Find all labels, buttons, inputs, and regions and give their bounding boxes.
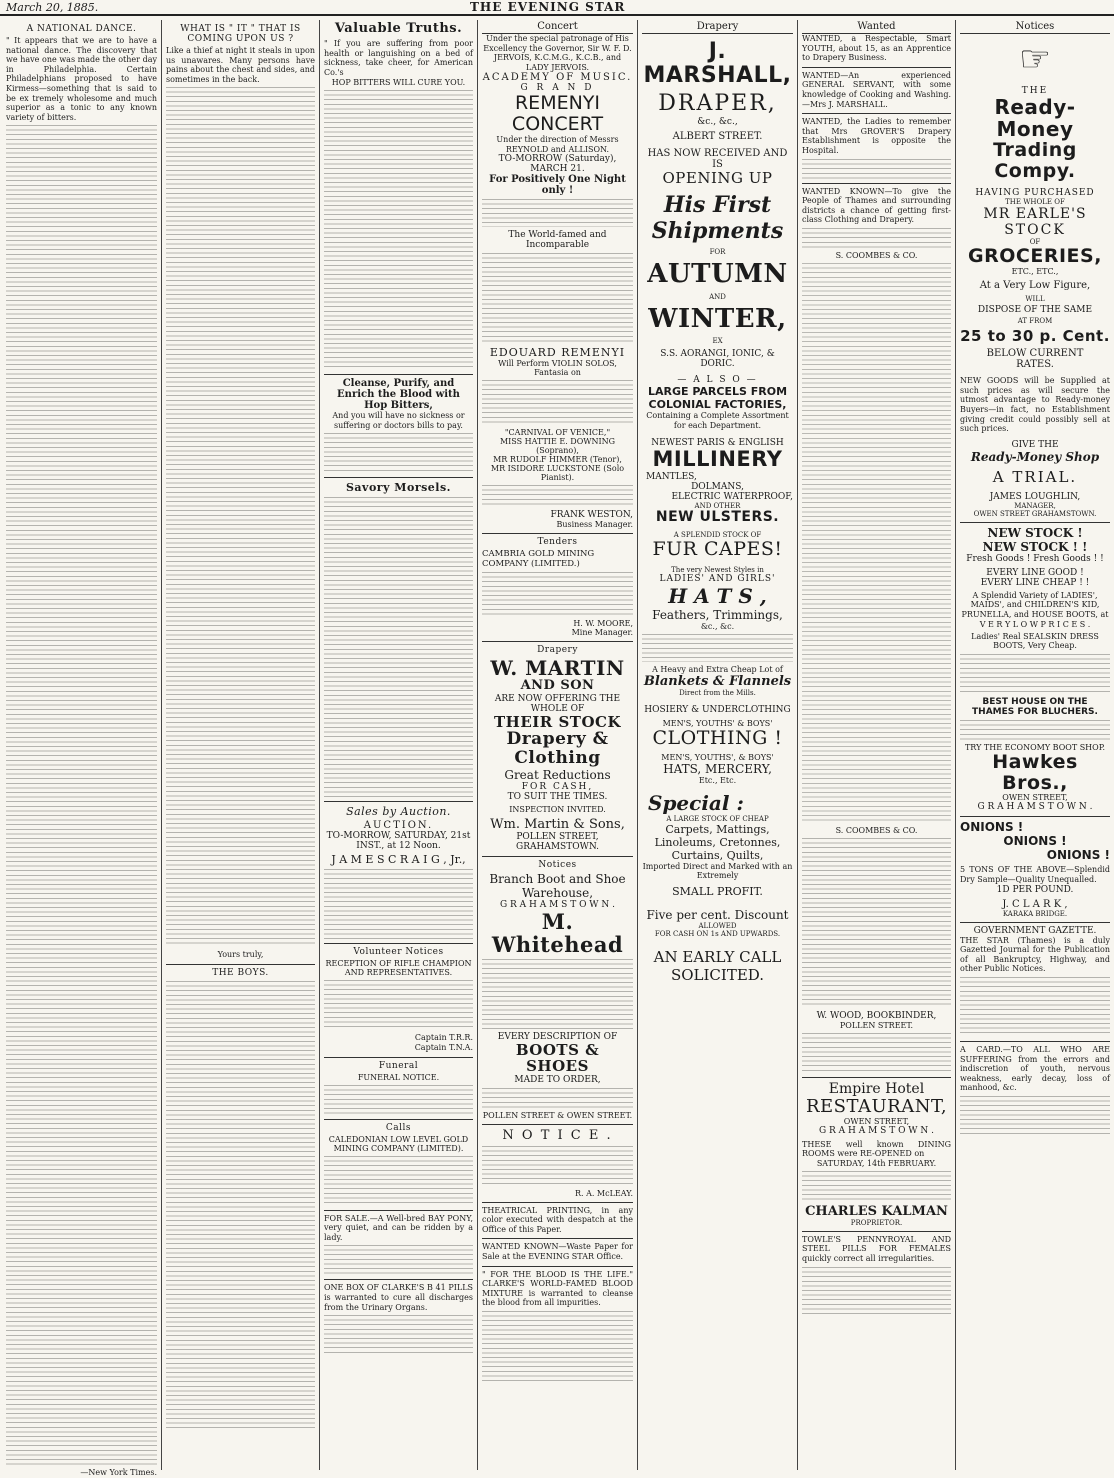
for-label: FOR bbox=[709, 248, 726, 257]
grahamstown-2: G R A H A M S T O W N . bbox=[499, 899, 616, 910]
article-lead: " It appears that we are to have a national dance. The discovery that we have one was made the other day in Philadelphia. Certain Philadelphians proposed to have Kirmess—something that is said to be ex tremely wholesome and much superior as a tonic to any known variety of bitters. bbox=[6, 36, 157, 122]
article-body-text bbox=[166, 87, 315, 947]
towle-pills: TOWLE'S PENNYROYAL AND STEEL PILLS FOR FEMALES quickly correct all irregularities. bbox=[802, 1231, 951, 1264]
article-body-text bbox=[6, 125, 157, 1465]
sealskin-boots: Ladies' Real SEALSKIN DRESS BOOTS, Very Cheap. bbox=[971, 631, 1099, 651]
allowed-label: ALLOWED bbox=[698, 921, 737, 930]
also-label: — A L S O — bbox=[677, 375, 758, 386]
heavy-lot: A Heavy and Extra Cheap Lot of bbox=[652, 664, 783, 674]
ladies-girls: LADIES' AND GIRLS' bbox=[659, 573, 776, 584]
auctioneer-name: J A M E S C R A I G , Jr., bbox=[331, 853, 466, 867]
patronage-text: Under the special patronage of His Excellency the Governor, Sir W. F. D. JERVOIS, K.C.M.G., K.C.B., and LADY JERVOIS. bbox=[483, 34, 632, 72]
article-heading: A NATIONAL DANCE. bbox=[26, 24, 137, 34]
rates-label: RATES. bbox=[1016, 359, 1054, 371]
having-purchased: HAVING PURCHASED bbox=[975, 187, 1095, 198]
funeral-body bbox=[324, 1085, 473, 1115]
below-current: BELOW CURRENT bbox=[986, 348, 1084, 360]
new-goods: NEW GOODS will be Supplied at such prices as will secure the utmost advantage to Ready-money Buyers—in fact, no Establishment giving credit could possibly sell at such prices. bbox=[960, 376, 1110, 434]
etc-label-3: Etc., Etc. bbox=[698, 775, 737, 785]
article-lead: Like a thief at night it steals in upon us unawares. Many persons have pains about the chest and sides, and sometimes in the back. bbox=[166, 46, 315, 84]
calls-heading: Calls bbox=[324, 1119, 473, 1133]
savory-body bbox=[324, 497, 473, 797]
try-economy: TRY THE ECONOMY BOOT SHOP. bbox=[964, 742, 1106, 752]
auction-section-heading: Sales by Auction. bbox=[324, 801, 473, 818]
kid-boots: A Splendid Variety of LADIES', MAIDS', and CHILDREN'S KID, PRUNELLA, and HOUSE BOOTS, at bbox=[961, 590, 1109, 619]
electric-label: ELECTRIC WATERPROOF, bbox=[671, 491, 793, 502]
an-early-call: AN EARLY CALL bbox=[653, 947, 782, 966]
dispose-same: DISPOSE OF THE SAME bbox=[977, 304, 1093, 315]
whitehead-body bbox=[482, 959, 633, 1029]
newest-styles: The very Newest Styles in bbox=[671, 565, 764, 574]
the-label: THE bbox=[1021, 86, 1049, 96]
his-first: His First bbox=[663, 192, 772, 219]
gazette-body bbox=[960, 977, 1110, 1037]
article-heading: WHAT IS " IT " THAT IS COMING UPON US ? bbox=[180, 24, 301, 44]
best-house: BEST HOUSE ON THE THAMES FOR BLUCHERS. bbox=[972, 696, 1098, 717]
small-profit: SMALL PROFIT. bbox=[672, 884, 763, 898]
restaurant-body bbox=[802, 1171, 951, 1201]
notice-body bbox=[482, 1146, 633, 1186]
and-label: AND bbox=[709, 292, 726, 301]
grahamstown: GRAHAMSTOWN. bbox=[516, 841, 599, 852]
five-percent-discount: Five per cent. Discount bbox=[646, 907, 789, 922]
great-reductions: Great Reductions bbox=[504, 767, 611, 782]
pollen-owen: POLLEN STREET & OWEN STREET. bbox=[482, 1110, 633, 1120]
clark-name: J. C L A R K , bbox=[1002, 898, 1068, 910]
coombes-ads-body bbox=[802, 263, 951, 823]
onions-3: ONIONS ! bbox=[1046, 848, 1110, 863]
auction-body bbox=[324, 869, 473, 939]
column-header-concert: Concert bbox=[482, 20, 633, 34]
boots-body bbox=[482, 1088, 633, 1108]
tenders-body bbox=[482, 572, 633, 616]
etc-label: &c., &c., bbox=[697, 116, 738, 127]
issue-date: March 20, 1885. bbox=[6, 1, 99, 14]
column-wanted bbox=[798, 20, 956, 1470]
truth-paragraph: " If you are suffering from poor health or languishing on a bed of sickness, take cheer, for American Co.'s bbox=[324, 39, 473, 78]
charles-kalman: CHARLES KALMAN bbox=[805, 1203, 948, 1219]
theatrical-printing: THEATRICAL PRINTING, in any color executed with despatch at the Office of this Paper. bbox=[482, 1202, 633, 1235]
shooting-boots-body bbox=[960, 720, 1110, 740]
carpets-list: Carpets, Mattings, Linoleums, Cretonnes, Curtains, Quilts, bbox=[654, 822, 781, 862]
program-list bbox=[482, 380, 633, 425]
academy-title: ACADEMY OF MUSIC. bbox=[482, 72, 633, 84]
thames-body bbox=[802, 228, 951, 248]
column-header-wanted: Wanted bbox=[802, 20, 951, 34]
groceries-label: GROCERIES, bbox=[968, 244, 1102, 267]
ready-money-shop: Ready-Money Shop bbox=[970, 449, 1100, 464]
auction-date: TO-MORROW, SATURDAY, 21st INST., at 12 Noon. bbox=[326, 831, 471, 852]
owen-street-grahamstown: OWEN STREET GRAHAMSTOWN. bbox=[973, 509, 1097, 518]
concert-body bbox=[482, 253, 633, 343]
fur-capes: FUR CAPES! bbox=[652, 537, 783, 560]
boot-prices-body bbox=[960, 654, 1110, 694]
calls-title: CALEDONIAN LOW LEVEL GOLD MINING COMPANY (LIMITED). bbox=[328, 1134, 469, 1153]
grand-label: G R A N D bbox=[520, 83, 595, 94]
concert-intro-body bbox=[482, 199, 633, 227]
for-cash: FOR CASH, bbox=[521, 781, 594, 792]
new-stock-2: NEW STOCK ! ! bbox=[982, 539, 1088, 554]
for-sale-body bbox=[324, 1245, 473, 1275]
volunteer-heading: Volunteer Notices bbox=[324, 943, 473, 957]
for-sale-ad: FOR SALE.—A Well-bred BAY PONY, very quiet, and can be ridden by a lady. bbox=[324, 1210, 473, 1243]
column-concert bbox=[478, 20, 638, 1470]
mine-manager-name: H. W. MOORE, bbox=[573, 619, 633, 629]
inspection-invited: INSPECTION INVITED. bbox=[509, 804, 606, 814]
solicited-label: SOLICITED. bbox=[670, 965, 765, 984]
section-body-text bbox=[166, 981, 315, 1431]
edouard-name: EDOUARD REMENYI bbox=[489, 346, 626, 360]
wanted-grover: WANTED, the Ladies to remember that Mrs GROVER'S Drapery Establishment is opposite the Hospital. bbox=[802, 113, 951, 155]
dining-rooms: THESE well known DINING ROOMS were RE-OPENED on bbox=[802, 1139, 951, 1159]
wood-bookbinder: W. WOOD, BOOKBINDER, bbox=[816, 1010, 937, 1021]
ships-names: S.S. AORANGI, IONIC, & DORIC. bbox=[660, 349, 775, 370]
card-body bbox=[960, 1096, 1110, 1136]
low-figure: At a Very Low Figure, bbox=[979, 279, 1091, 291]
wanted-servant: WANTED—An experienced GENERAL SERVANT, with some knowledge of Cooking and Washing.—Mrs J. MARSHALL. bbox=[802, 67, 951, 109]
calls-body bbox=[324, 1156, 473, 1206]
empire-hotel: Empire Hotel bbox=[802, 1077, 951, 1097]
drapery-clothing: Drapery & Clothing bbox=[506, 729, 609, 768]
performer-rudolf: MR RUDOLF HIMMER (Tenor), bbox=[493, 455, 622, 465]
special-label: Special : bbox=[648, 790, 744, 815]
stock-label: STOCK bbox=[1004, 221, 1066, 238]
wanted-waste-paper: WANTED KNOWN—Waste Paper for Sale at the EVENING STAR Office. bbox=[482, 1238, 633, 1261]
wanted-youth: WANTED, a Respectable, Smart YOUTH, about 15, as an Apprentice to Drapery Business. bbox=[802, 34, 951, 63]
dresses-body bbox=[642, 634, 793, 662]
large-parcels: LARGE PARCELS FROM COLONIAL FACTORIES, bbox=[647, 385, 788, 412]
dolmans-label: DOLMANS, bbox=[691, 481, 744, 492]
incomparable-label: The World-famed and Incomparable bbox=[508, 230, 607, 251]
every-description: EVERY DESCRIPTION OF bbox=[497, 1031, 618, 1042]
manager-title: Business Manager. bbox=[556, 520, 633, 530]
large-stock-cheap: A LARGE STOCK OF CHEAP bbox=[666, 814, 769, 823]
hawkes-bros: Hawkes Bros., bbox=[992, 750, 1078, 794]
per-pound: 1D PER POUND. bbox=[996, 884, 1074, 895]
new-stock-1: NEW STOCK ! bbox=[960, 522, 1110, 540]
grahamstown-4: G R A H A M S T O W N . bbox=[977, 802, 1093, 813]
proprietor-label: PROPRIETOR. bbox=[850, 1218, 903, 1227]
martin-sons: Wm. Martin & Sons, bbox=[490, 816, 625, 832]
autumn-label: AUTUMN bbox=[647, 259, 788, 290]
a-card: A CARD.—TO ALL WHO ARE SUFFERING from the errors and indiscretion of youth, nervous weakness, early decay, loss of manhood, &c. bbox=[960, 1041, 1110, 1093]
clarke-pills-ad: ONE BOX OF CLARKE'S B 41 PILLS is warranted to cure all discharges from the Urinary Organs. bbox=[324, 1279, 473, 1312]
give-the: GIVE THE bbox=[1011, 439, 1059, 450]
wood-body bbox=[802, 1033, 951, 1073]
ex-label: EX bbox=[712, 337, 723, 346]
direction-text: Under the direction of Messrs REYNOLD and ALLISON. bbox=[496, 135, 619, 154]
reception-body bbox=[324, 980, 473, 1030]
whitehead-name: M. Whitehead bbox=[491, 908, 624, 957]
shipments: Shipments bbox=[651, 218, 784, 245]
mcleay-name: R. A. McLEAY. bbox=[574, 1188, 633, 1198]
onions-2: ONIONS ! bbox=[1003, 834, 1067, 849]
has-now-received: HAS NOW RECEIVED AND IS bbox=[647, 147, 788, 170]
suit-times: TO SUIT THE TIMES. bbox=[507, 791, 608, 802]
masthead bbox=[0, 0, 1114, 16]
auction-title: AUCTION. bbox=[363, 820, 434, 832]
ready-money: Ready-Money bbox=[994, 95, 1076, 141]
column-header-drapery: Drapery bbox=[642, 20, 793, 34]
coombes-sign-1: S. COOMBES & CO. bbox=[835, 250, 918, 260]
mantles-label: MANTLES, bbox=[646, 471, 697, 482]
carnival-title: "CARNIVAL OF VENICE," bbox=[504, 428, 611, 438]
pollen-street: POLLEN STREET, bbox=[516, 831, 599, 842]
etc-label-2: &c., &c. bbox=[700, 621, 735, 631]
and-son: AND SON bbox=[520, 678, 595, 694]
earle-stock: MR EARLE'S bbox=[983, 205, 1087, 222]
article-signature: —New York Times. bbox=[80, 1468, 157, 1478]
splendid-stock: A SPLENDID STOCK OF bbox=[673, 530, 762, 539]
signoff: Yours truly, bbox=[217, 950, 264, 960]
new-ulsters: NEW ULSTERS. bbox=[655, 508, 780, 525]
hats-label: H A T S , bbox=[668, 583, 767, 608]
star-gazette-info: THE STAR (Thames) is a duly Gazetted Journal for the Publication of all Bankruptcy, Highway, and other Public Notices. bbox=[960, 935, 1110, 974]
marshall-name: J. MARSHALL, bbox=[643, 39, 792, 89]
restaurant-label: RESTAURANT, bbox=[805, 1095, 948, 1117]
feathers-trimmings: Feathers, Trimmings, bbox=[652, 607, 783, 622]
concert-reservation-body bbox=[482, 485, 633, 507]
towle-body bbox=[802, 1267, 951, 1317]
savory-heading: Savory Morsels. bbox=[324, 477, 473, 494]
coombes-sign-2: S. COOMBES & CO. bbox=[835, 825, 918, 835]
clarke-body bbox=[324, 1315, 473, 1355]
their-stock: THEIR STOCK bbox=[493, 712, 621, 731]
manager-name: FRANK WESTON, bbox=[550, 510, 633, 521]
funeral-title: FUNERAL NOTICE. bbox=[357, 1072, 440, 1082]
martin-name: W. MARTIN bbox=[490, 656, 625, 681]
albert-street: ALBERT STREET. bbox=[672, 130, 763, 142]
of-label: OF bbox=[1029, 237, 1041, 246]
etc-etc: ETC., ETC., bbox=[1011, 266, 1059, 276]
millinery-label: MILLINERY bbox=[652, 447, 783, 472]
performer-hattie: MISS HATTIE E. DOWNING (Soprano), bbox=[499, 437, 616, 456]
mens-youths: MEN'S, YOUTHS' & BOYS' bbox=[662, 718, 773, 728]
boots-shoes: BOOTS & SHOES bbox=[515, 1040, 600, 1076]
very-low-prices: V E R Y L O W P R I C E S . bbox=[979, 619, 1091, 629]
column-what-is-it bbox=[162, 20, 320, 1470]
made-to-order: MADE TO ORDER, bbox=[514, 1074, 601, 1085]
cleanse-sub: And you will have no sickness or suffering or doctors bills to pay. bbox=[332, 411, 465, 430]
government-gazette: GOVERNMENT GAZETTE. bbox=[960, 922, 1110, 936]
funeral-heading: Funeral bbox=[324, 1057, 473, 1071]
column-header-notices: Notices bbox=[960, 20, 1110, 34]
will-label: WILL bbox=[1025, 294, 1045, 303]
grover-body bbox=[802, 159, 951, 179]
and-other: AND OTHER bbox=[694, 501, 741, 510]
reception-title: RECEPTION OF RIFLE CHAMPION AND REPRESENTATIVES. bbox=[325, 959, 472, 978]
cleanse-body bbox=[324, 433, 473, 473]
cambria-title: CAMBRIA GOLD MINING COMPANY (LIMITED.) bbox=[482, 549, 595, 570]
at-from: AT FROM bbox=[1017, 316, 1053, 325]
newspaper-title: THE EVENING STAR bbox=[470, 0, 626, 14]
column-notices bbox=[956, 20, 1114, 1470]
owen-street: OWEN STREET, bbox=[843, 1116, 910, 1126]
whole-of: THE WHOLE OF bbox=[1005, 197, 1065, 206]
clothing-label: CLOTHING ! bbox=[652, 726, 783, 749]
cleanse-heading: Cleanse, Purify, and Enrich the Blood with Hop Bitters, bbox=[324, 374, 473, 411]
wanted-known-thames: WANTED KNOWN—To give the People of Thames and surrounding districts a chance of getting first-class Clothing and Drapery. bbox=[802, 183, 951, 225]
loughlin-name: JAMES LOUGHLIN, bbox=[989, 491, 1081, 502]
newest-paris: NEWEST PARIS & ENGLISH bbox=[651, 438, 784, 449]
manager-label: MANAGER, bbox=[1014, 501, 1056, 510]
column-drapery-marshall bbox=[638, 20, 798, 1470]
wood-pollen-street: POLLEN STREET. bbox=[839, 1020, 914, 1030]
truth-body-text bbox=[324, 90, 473, 370]
blood-mixture-ad: " FOR THE BLOOD IS THE LIFE." CLARKE'S WORLD-FAMED BLOOD MIXTURE is warranted to cleanse the blood from all impurities. bbox=[482, 1266, 633, 1308]
onions-1: ONIONS ! bbox=[960, 816, 1110, 834]
signer-2: Captain T.N.A. bbox=[414, 1043, 473, 1053]
draper-label: DRAPER, bbox=[658, 91, 777, 117]
every-line-cheap: EVERY LINE CHEAP ! ! bbox=[980, 577, 1090, 588]
one-night-only: For Positively One Night only ! bbox=[489, 174, 626, 197]
a-trial: A TRIAL. bbox=[992, 467, 1078, 486]
pointing-hand-icon: ☞ bbox=[1018, 39, 1052, 80]
section-heading: Valuable Truths. bbox=[334, 21, 463, 36]
drapery-heading: Drapery bbox=[482, 641, 633, 655]
for-cash-upwards: FOR CASH ON 1s AND UPWARDS. bbox=[654, 929, 781, 938]
percent-label: 25 to 30 p. Cent. bbox=[960, 326, 1110, 345]
karaka-bridge: KARAKA BRIDGE. bbox=[1002, 909, 1068, 918]
violin-solos: Will Perform VIOLIN SOLOS, Fantasia on bbox=[498, 359, 617, 378]
remenyi-concert-title: REMENYI CONCERT bbox=[511, 92, 604, 136]
containing-text: Containing a Complete Assortment for each Department. bbox=[646, 411, 789, 430]
blood-body bbox=[482, 1311, 633, 1381]
concert-date: TO-MORROW (Saturday), MARCH 21. bbox=[498, 154, 617, 175]
blankets-flannels: Blankets & Flannels bbox=[643, 673, 792, 689]
are-offering: ARE NOW OFFERING THE WHOLE OF bbox=[494, 693, 621, 714]
column-national-dance bbox=[2, 20, 162, 1478]
performer-isidore: MR ISIDORE LUCKSTONE (Solo Pianist). bbox=[490, 464, 625, 483]
saturday-14: SATURDAY, 14th FEBRUARY. bbox=[816, 1158, 937, 1168]
truth-tagline: HOP BITTERS WILL CURE YOU. bbox=[331, 77, 466, 87]
trading-company: Trading Compy. bbox=[993, 139, 1077, 182]
imported-direct: Imported Direct and Marked with an Extremely bbox=[642, 861, 793, 881]
book-binding-body bbox=[802, 838, 951, 1008]
fresh-goods: Fresh Goods ! Fresh Goods ! ! bbox=[966, 553, 1104, 564]
mens-youths-2: MEN'S, YOUTHS', & BOYS' bbox=[661, 752, 774, 762]
mine-manager-title: Mine Manager. bbox=[571, 628, 633, 638]
column-valuable-truths bbox=[320, 20, 478, 1470]
boot-warehouse-title: Branch Boot and Shoe Warehouse, bbox=[489, 871, 626, 900]
hats-mercery: HATS, MERCERY, bbox=[663, 761, 772, 776]
notices-heading: Notices bbox=[482, 856, 633, 870]
five-tons: 5 TONS OF THE ABOVE—Splendid Dry Sample—Quality Unequalled. bbox=[960, 865, 1110, 885]
tenders-heading: Tenders bbox=[482, 533, 633, 547]
every-line-good: EVERY LINE GOOD ! bbox=[986, 567, 1084, 578]
grahamstown-3: G R A H A M S T O W N . bbox=[818, 1125, 935, 1136]
signer-1: Captain T.R.R. bbox=[414, 1033, 473, 1043]
section-heading: THE BOYS. bbox=[166, 964, 315, 978]
notice-title: N O T I C E . bbox=[482, 1124, 633, 1143]
hosiery-label: HOSIERY & UNDERCLOTHING bbox=[644, 704, 791, 715]
direct-mills: Direct from the Mills. bbox=[679, 688, 756, 697]
owen-street-2: OWEN STREET, bbox=[1002, 793, 1068, 803]
opening-up: OPENING UP bbox=[662, 168, 773, 187]
winter-label: WINTER, bbox=[648, 303, 787, 334]
